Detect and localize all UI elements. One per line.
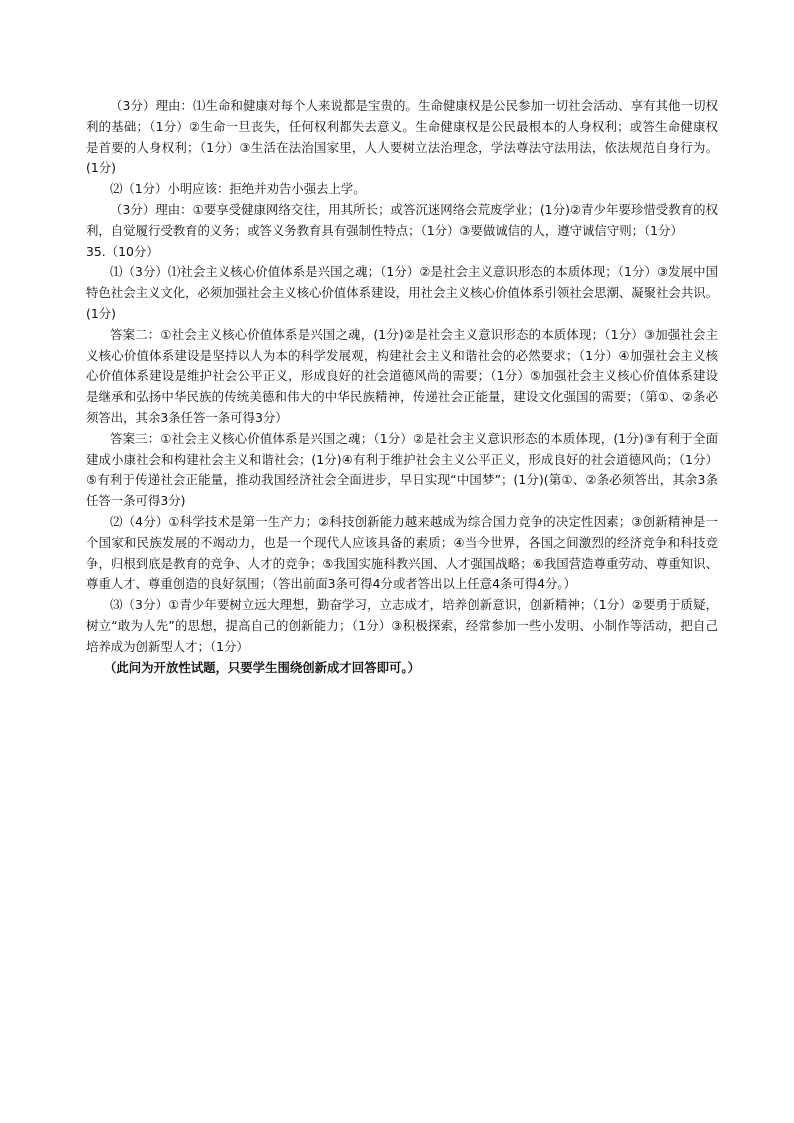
answer-paragraph: ⑶（3分）①青少年要树立远大理想，勤奋学习，立志成才，培养创新意识，创新精神；（1分）②要勇于质疑，树立“敢为人先”的思想，提高自己的创新能力；（1分）③积极探索，经常参加一些小发明、小制作等活动，把自己培养成为创新型人才；（1分） — [86, 597, 718, 654]
answer-paragraph: 答案二：①社会主义核心价值体系是兴国之魂，(1分)②是社会主义意识形态的本质体现；（1分）③加强社会主义核心价值体系建设是坚持以人为本的科学发展观，构建社会主义和谐社会的必然要求；（1分）④加强社会主义核心价值体系建设是维护社会公平正义，形成良好的社会道德风尚的需要；（1分）⑤加强社会主义核心价值体系建设是继承和弘扬中华民族的传统美德和伟大的中华民族精神，传递社会正能量，建设文化强国的需要；（第①、②条必须答出，其余3条任答一条可得3分） — [86, 326, 718, 425]
answer-paragraph: ⑵（4分）①科学技术是第一生产力；②科技创新能力越来越成为综合国力竞争的决定性因素；③创新精神是一个国家和民族发展的不竭动力，也是一个现代人应该具备的素质；④当今世界，各国之间激烈的经济竞争和科技竞争，归根到底是教育的竞争、人才的竞争；⑤我国实施科教兴国、人才强国战略；⑥我国营造尊重劳动、尊重知识、尊重人才、尊重创造的良好氛围；（答出前面3条可得4分或者答出以上任意4条可得4分。） — [86, 513, 718, 592]
answer-paragraph: （3分）理由：①要享受健康网络交往，用其所长；或答沉迷网络会荒废学业；(1分)②青少年要珍惜受教育的权利，自觉履行受教育的义务；或答义务教育具有强制性特点；（1分）③要做诚信的人，遵守诚信守则；（1分） — [86, 201, 718, 238]
answer-paragraph: ⑵（1分）小明应该：拒绝并劝告小强去上学。 — [110, 181, 366, 197]
answer-paragraph: ⑴（3分）⑴社会主义核心价值体系是兴国之魂；（1分）②是社会主义意识形态的本质体现；（1分）③发展中国特色社会主义文化，必须加强社会主义核心价值体系建设，用社会主义核心价值体系引领社会思潮、凝聚社会共识。(1分) — [86, 264, 718, 321]
answer-paragraph: 答案三：①社会主义核心价值体系是兴国之魂；（1分）②是社会主义意识形态的本质体现，(1分)③有利于全面建成小康社会和构建社会主义和谐社会；(1分)④有利于维护社会主义公平正义，形成良好的社会道德风尚；（1分）⑤有利于传递社会正能量，推动我国经济社会全面进步，早日实现“中国梦”；(1分)(第①、②条必须答出，其余3条任答一条可得3分) — [86, 430, 718, 509]
answer-document — [86, 96, 718, 678]
question-number: 35.（10分） — [86, 243, 159, 259]
open-question-note: （此问为开放性试题，只要学生围绕创新成才回答即可。） — [104, 659, 420, 675]
answer-paragraph: （3分）理由：⑴生命和健康对每个人来说都是宝贵的。生命健康权是公民参加一切社会活动、享有其他一切权利的基础；（1分）②生命一旦丧失，任何权利都失去意义。生命健康权是公民最根本的人身权利；或答生命健康权是首要的人身权利；（1分）③生活在法治国家里，人人要树立法治理念，学法尊法守法用法，依法规范自身行为。(1分) — [86, 98, 718, 176]
